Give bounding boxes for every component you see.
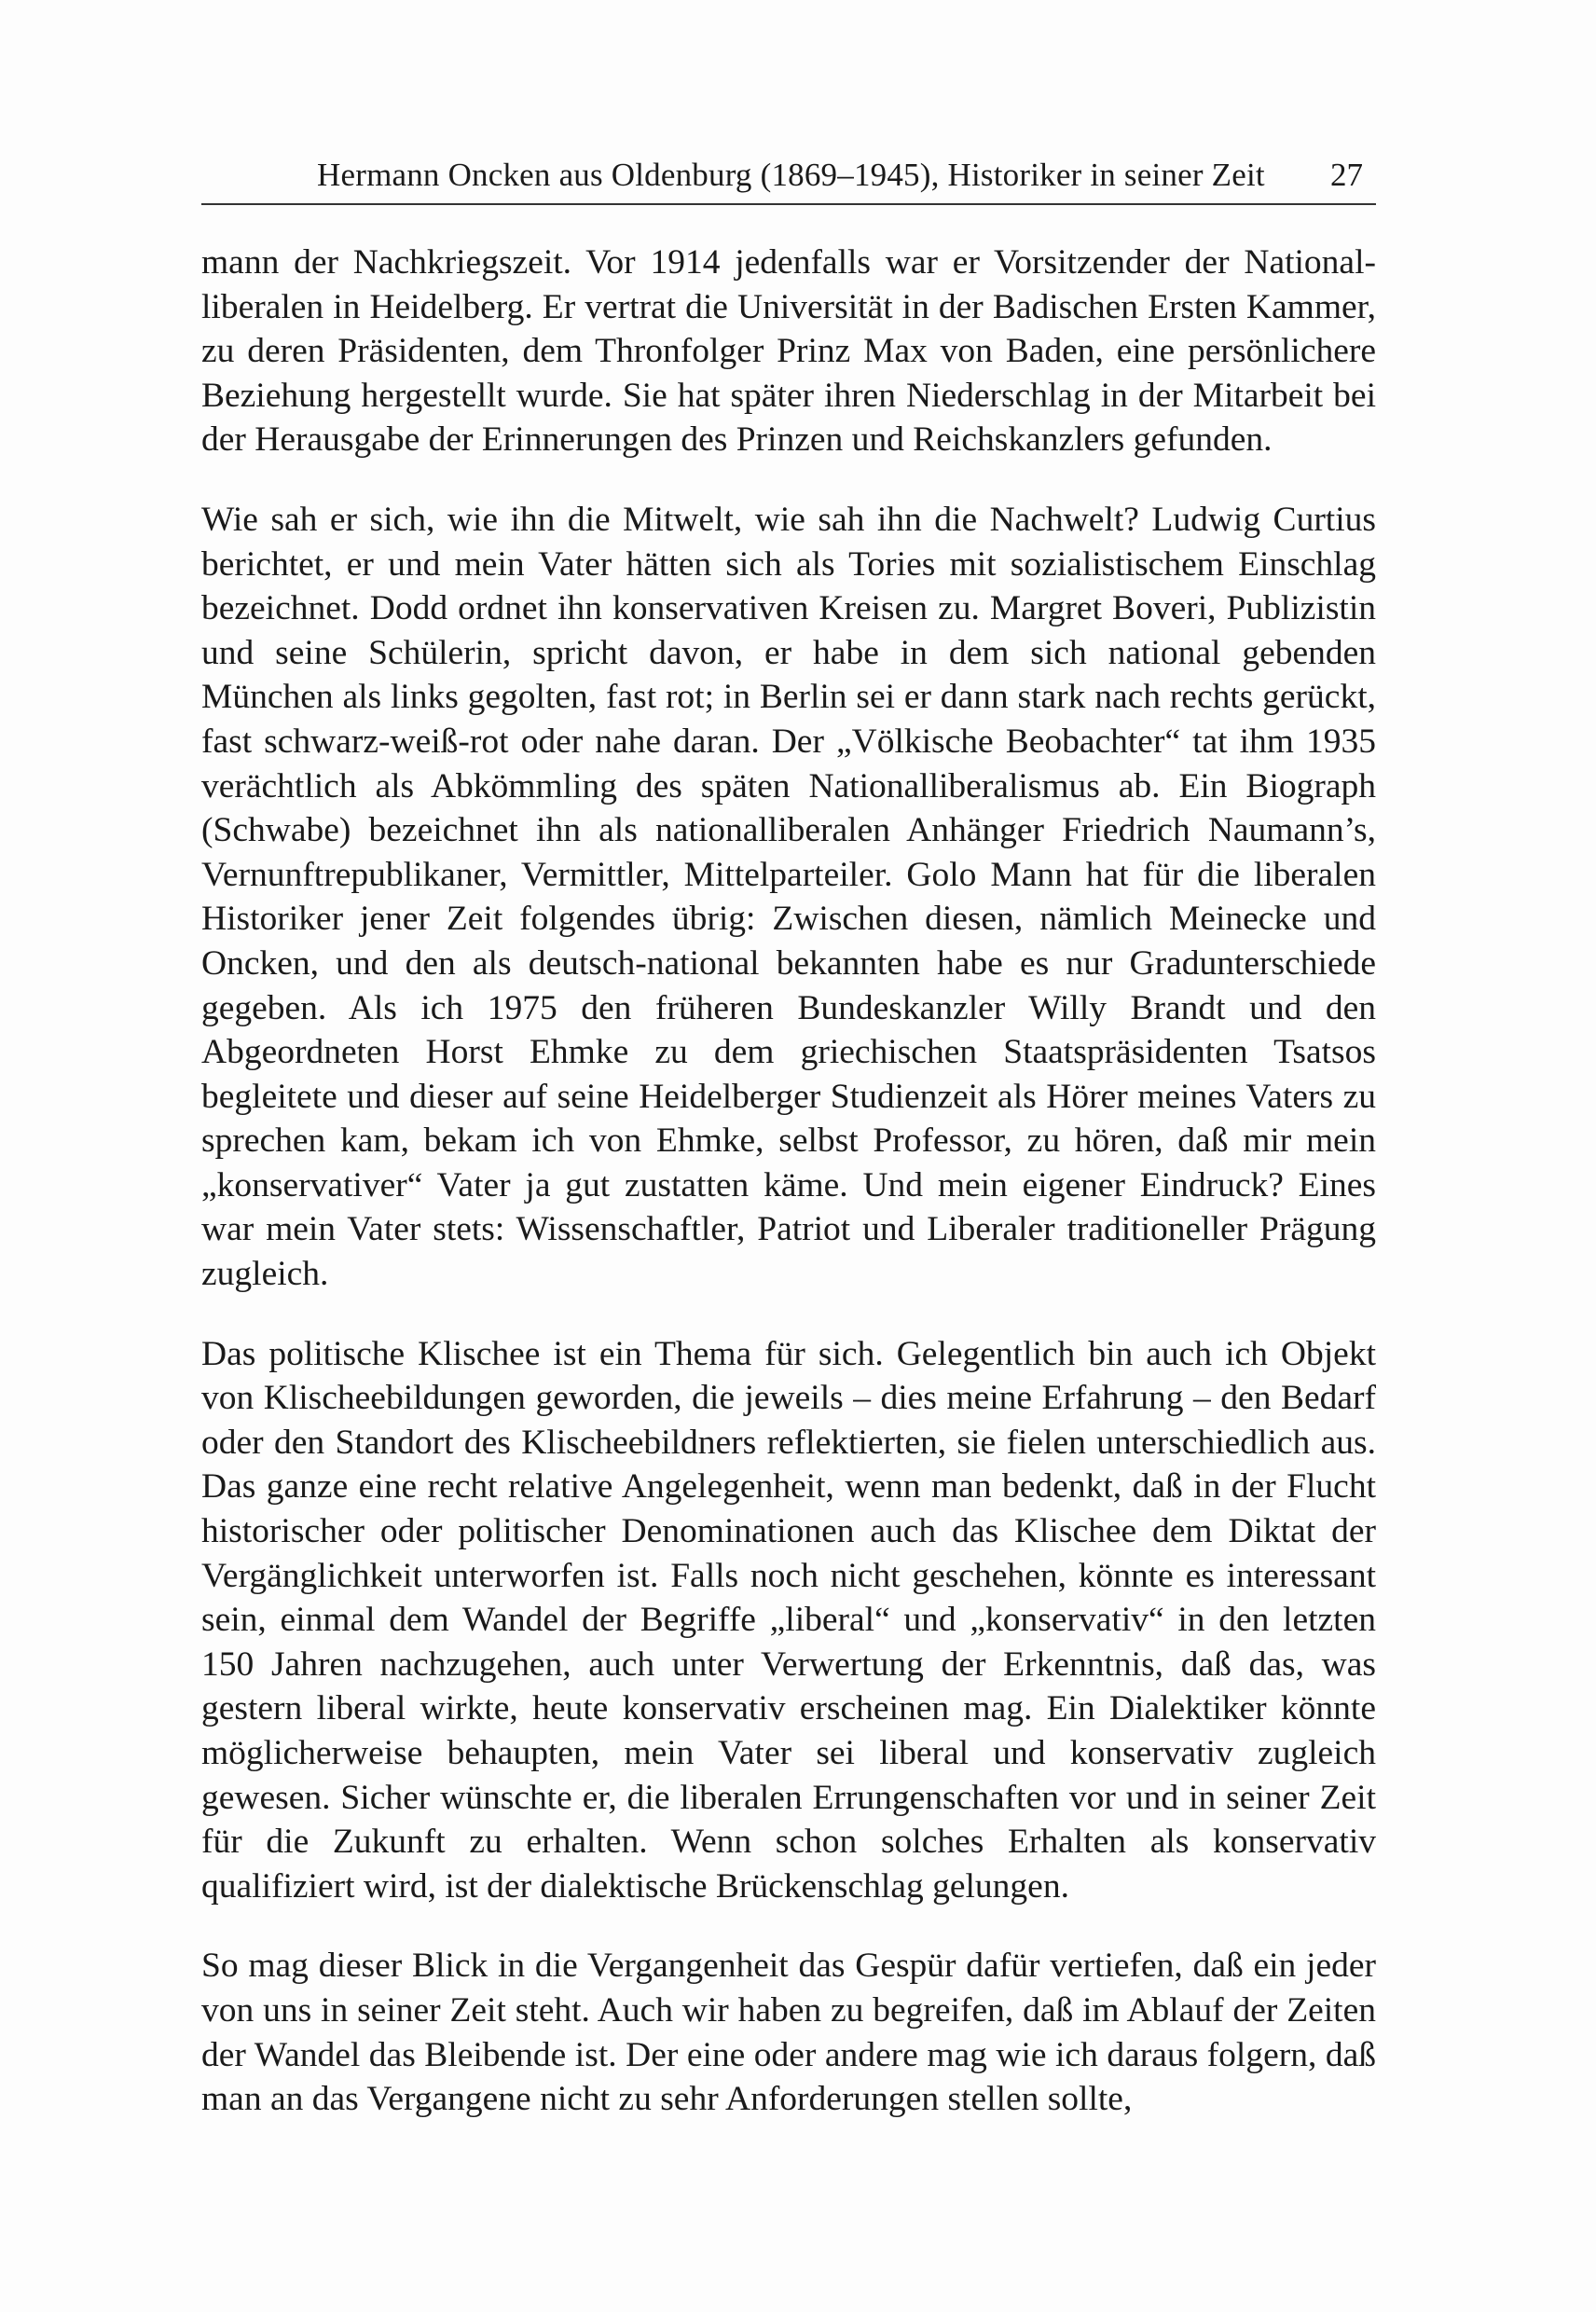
page-number: 27	[1330, 157, 1363, 193]
running-head: Hermann Oncken aus Oldenburg (1869–1945), Historiker in seiner Zeit	[317, 157, 1265, 193]
paragraph: Das politische Klischee ist ein Thema für sich. Gelegentlich bin auch ich Objekt von Klischeebildungen geworden, die jeweils – dies meine Erfahrung – den Bedarf oder den Standort des Klischeebildners reflektierten, sie fielen unterschiedlich aus. Das ganze eine recht relative Angelegenheit, wenn man bedenkt, daß in der Flucht historischer oder politischer Denominationen auch das Klischee dem Diktat der Vergänglichkeit unterworfen ist. Falls noch nicht geschehen, könnte es interessant sein, einmal dem Wandel der Begriffe „liberal“ und „konservativ“ in den letzten 150 Jahren nachzugehen, auch unter Verwertung der Erkenntnis, daß das, was gestern liberal wirkte, heute konservativ erscheinen mag. Ein Dialektiker könnte möglicherweise behaupten, mein Vater sei liberal und konservativ zugleich gewesen. Sicher wünschte er, die liberalen Errungenschaften vor und in seiner Zeit für die Zukunft zu erhalten. Wenn schon solches Erhalten als konservativ qualifiziert wird, ist der dialektische Brückenschlag gelungen.	[201, 1334, 1376, 1906]
paragraph: So mag dieser Blick in die Vergangenheit das Gespür dafür vertiefen, daß ein jeder von uns in seiner Zeit steht. Auch wir haben zu begreifen, daß im Ablauf der Zeiten der Wandel das Bleibende ist. Der eine oder andere mag wie ich daraus folgern, daß man an das Vergangene nicht zu sehr Anforderungen stellen sollte,	[201, 1947, 1376, 2119]
body-text	[201, 241, 1376, 2122]
page-header	[201, 147, 1376, 205]
paragraph: Wie sah er sich, wie ihn die Mitwelt, wie sah ihn die Nachwelt? Ludwig Curtius berichtet, er und mein Vater hätten sich als Tories mit sozialistischem Einschlag bezeichnet. Dodd ordnet ihn konservativen Kreisen zu. Margret Boveri, Publizistin und seine Schülerin, spricht davon, er habe in dem sich national gebenden München als links gegolten, fast rot; in Berlin sei er dann stark nach rechts gerückt, fast schwarz-weiß-rot oder nahe daran. Der „Völkische Beobachter“ tat ihm 1935 verächtlich als Abkömmling des späten Nationalliberalismus ab. Ein Biograph (Schwabe) bezeichnet ihn als nationalliberalen Anhänger Friedrich Naumann’s, Vernunftrepublikaner, Vermittler, Mittelparteiler. Golo Mann hat für die liberalen Historiker jener Zeit folgendes übrig: Zwischen diesen, nämlich Meinecke und Oncken, und den als deutsch-national bekannten habe es nur Gradunterschiede gegeben. Als ich 1975 den früheren Bundeskanzler Willy Brandt und den Abgeordneten Horst Ehmke zu dem griechischen Staatspräsidenten Tsatsos begleitete und dieser auf seine Heidelberger Studienzeit als Hörer meines Vaters zu sprechen kam, bekam ich von Ehmke, selbst Professor, zu hören, daß mir mein „konservativer“ Vater ja gut zustatten käme. Und mein eigener Eindruck? Eines war mein Vater stets: Wissenschaftler, Patriot und Liberaler traditioneller Prägung zugleich.	[201, 500, 1376, 1294]
paragraph: mann der Nachkriegszeit. Vor 1914 jedenfalls war er Vorsitzender der Nationalliberalen in Heidelberg. Er vertrat die Universität in der Badischen Ersten Kammer, zu deren Präsidenten, dem Thronfolger Prinz Max von Baden, eine persönlichere Beziehung hergestellt wurde. Sie hat später ihren Niederschlag in der Mitarbeit bei der Herausgabe der Erinnerungen des Prinzen und Reichskanzlers gefunden.	[201, 243, 1376, 460]
